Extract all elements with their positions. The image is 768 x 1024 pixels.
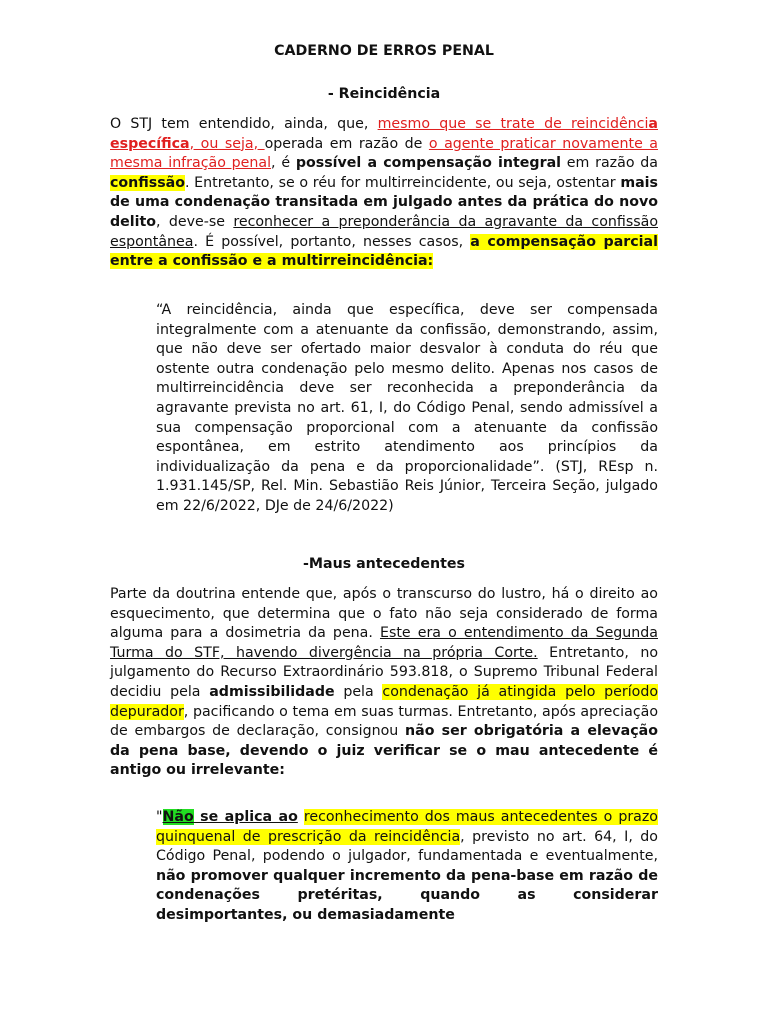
highlight-confissao: confissão xyxy=(110,174,185,191)
highlight-nao: Não xyxy=(162,809,194,825)
section-heading-reincidencia: - Reincidência xyxy=(327,86,441,102)
section-heading-maus-antecedentes: -Maus antecedentes xyxy=(303,556,465,572)
highlight-compensacao-parcial: a compensação parcial entre a confissão e a multirreincidência: xyxy=(110,233,658,270)
paragraph-reincidencia: O STJ tem entendido, ainda, que, mesmo que se trate de reincidência específica, ou seja, operada em razão de o agente praticar novamente a mesma infração penal, é possível a compensação integral em razão da confissão. Entretanto, se o réu for multirreincidente, ou seja, ostentar mais de uma condenação transitada em julgado antes da prática do novo delito, deve-se reconhecer a preponderância da agravante da confissão espontânea. É possível, portanto, nesses casos, a compensação parcial entre a confissão e a multirreincidência: xyxy=(110,116,659,270)
highlight-prazo-quinquenal: reconhecimento dos maus antecedentes o prazo quinquenal de prescrição da reincidência xyxy=(156,809,658,845)
highlight-condenacao: condenação já atingida pelo período depurador xyxy=(110,683,659,720)
paragraph-maus-antecedentes: Parte da doutrina entende que, após o transcurso do lustro, há o direito ao esquecimento, que determina que o fato não seja considerado de forma alguma para a dosimetria da pena. Este era o entendimento da Segunda Turma do STF, havendo divergência na própria Corte. Entretanto, no julgamento do Recurso Extraordinário 593.818, o Supremo Tribunal Federal decidiu pela admissibilidade pela condenação já atingida pelo período depurador, pacificando o tema em suas turmas. Entretanto, após apreciação de embargos de declaração, consignou não ser obrigatória a elevação da pena base, devendo o juiz verificar se o mau antecedente é antigo ou irrelevante: xyxy=(110,586,659,779)
quote-stf-maus-antecedentes: "Não se aplica ao reconhecimento dos maus antecedentes o prazo quinquenal de prescrição da reincidência, previsto no art. 64, I, do Código Penal, podendo o julgador, fundamentada e eventualmente, não promover qualquer incremento da pena-base em razão de condenações pretéritas, quando as considerar desimportantes, ou demasiadamente xyxy=(156,809,658,923)
quote-stj-resp: “A reincidência, ainda que específica, deve ser compensada integralmente com a atenuante da confissão, demonstrando, assim, que não deve ser ofertado maior desvalor à conduta do réu que ostente outra condenação pelo mesmo delito. Apenas nos casos de multirreincidência deve ser reconhecida a preponderância da agravante prevista no art. 61, I, do Código Penal, sendo admissível a sua compensação proporcional com a atenuante da confissão espontânea, em estrito atendimento aos princípios da individualização da pena e da proporcionalidade”. (STJ, REsp n. 1.931.145/SP, Rel. Min. Sebastião Reis Júnior, Terceira Seção, julgado em 22/6/2022, DJe de 24/6/2022) xyxy=(156,302,658,514)
document-title: CADERNO DE ERROS PENAL xyxy=(274,43,494,59)
